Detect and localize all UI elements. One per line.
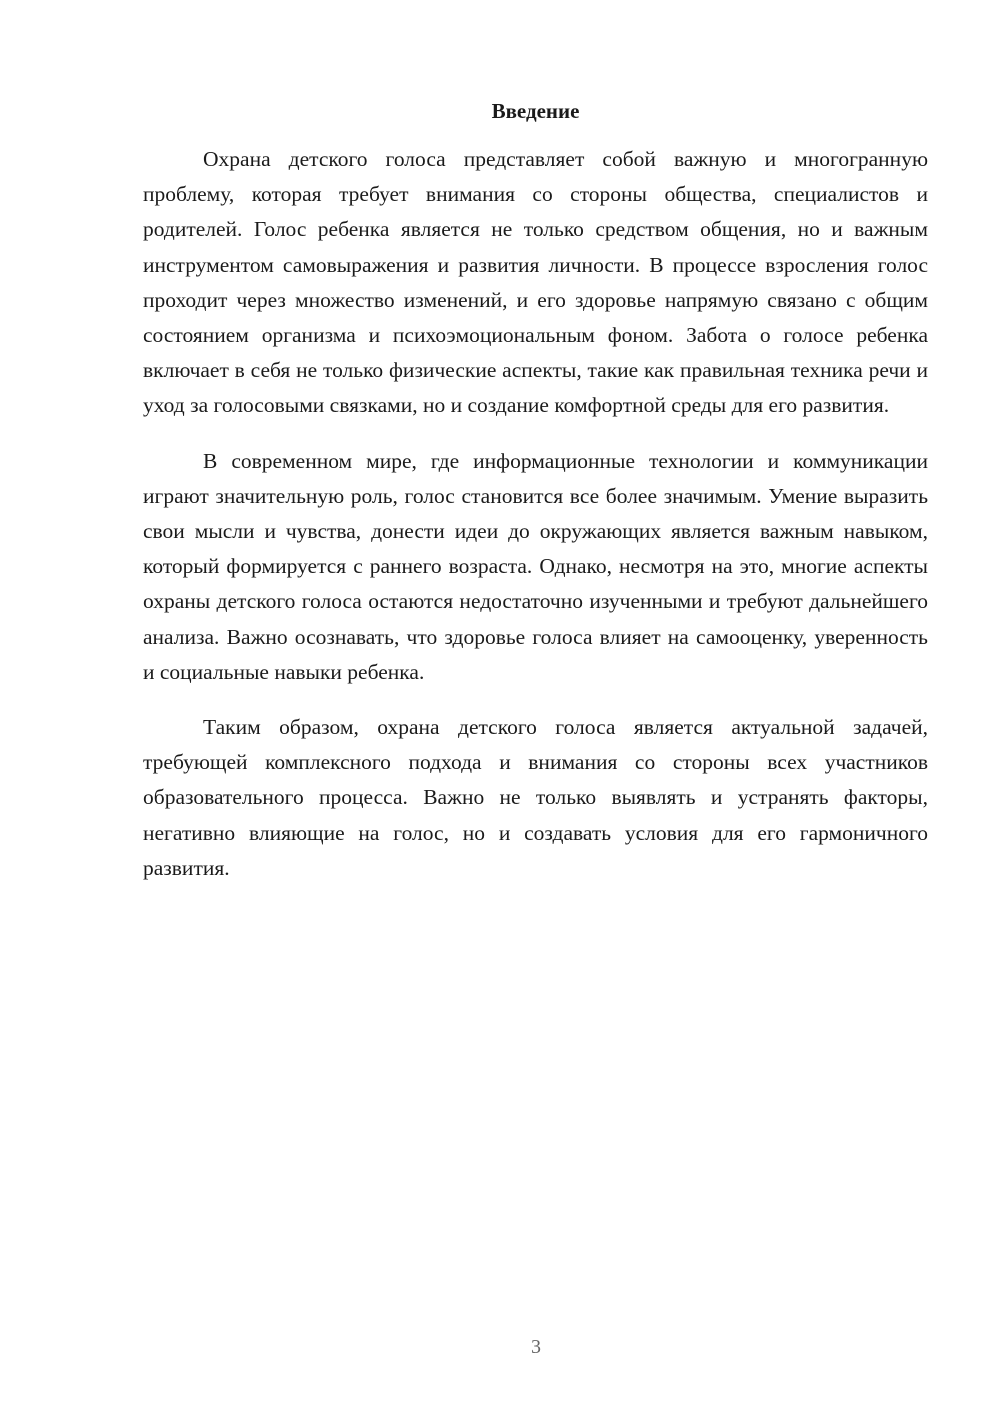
paragraph-2: В современном мире, где информационные технологии и коммуникации играют значительную роль, голос становится все более значимым. Умение выразить свои мысли и чувства, донести идеи до окружающих является важным навыком, который формируется с раннего возраста. Однако, несмотря на это, многие аспекты охраны детского голоса остаются недостаточно изученными и требуют дальнейшего анализа. Важно осознавать, что здоровье голоса влияет на самооценку, уверенность и социальные навыки ребенка.: [143, 448, 928, 684]
paragraph-3: Таким образом, охрана детского голоса является актуальной задачей, требующей комплексного подхода и внимания со стороны всех участников образовательного процесса. Важно не только выявлять и устранять факторы, негативно влияющие на голос, но и создавать условия для его гармоничного развития.: [143, 715, 928, 880]
page-number: 3: [531, 1336, 541, 1358]
paragraph-1: Охрана детского голоса представляет собой важную и многогранную проблему, которая требует внимания со стороны общества, специалистов и родителей. Голос ребенка является не только средством общения, но и важным инструментом самовыражения и развития личности. В процессе взросления голос проходит через множество изменений, и его здоровье напрямую связано с общим состоянием организма и психоэмоциональным фоном. Забота о голосе ребенка включает в себя не только физические аспекты, такие как правильная техника речи и уход за голосовыми связками, но и создание комфортной среды для его развития.: [143, 147, 928, 418]
section-heading: Введение: [491, 99, 580, 123]
body-text: [143, 142, 928, 906]
